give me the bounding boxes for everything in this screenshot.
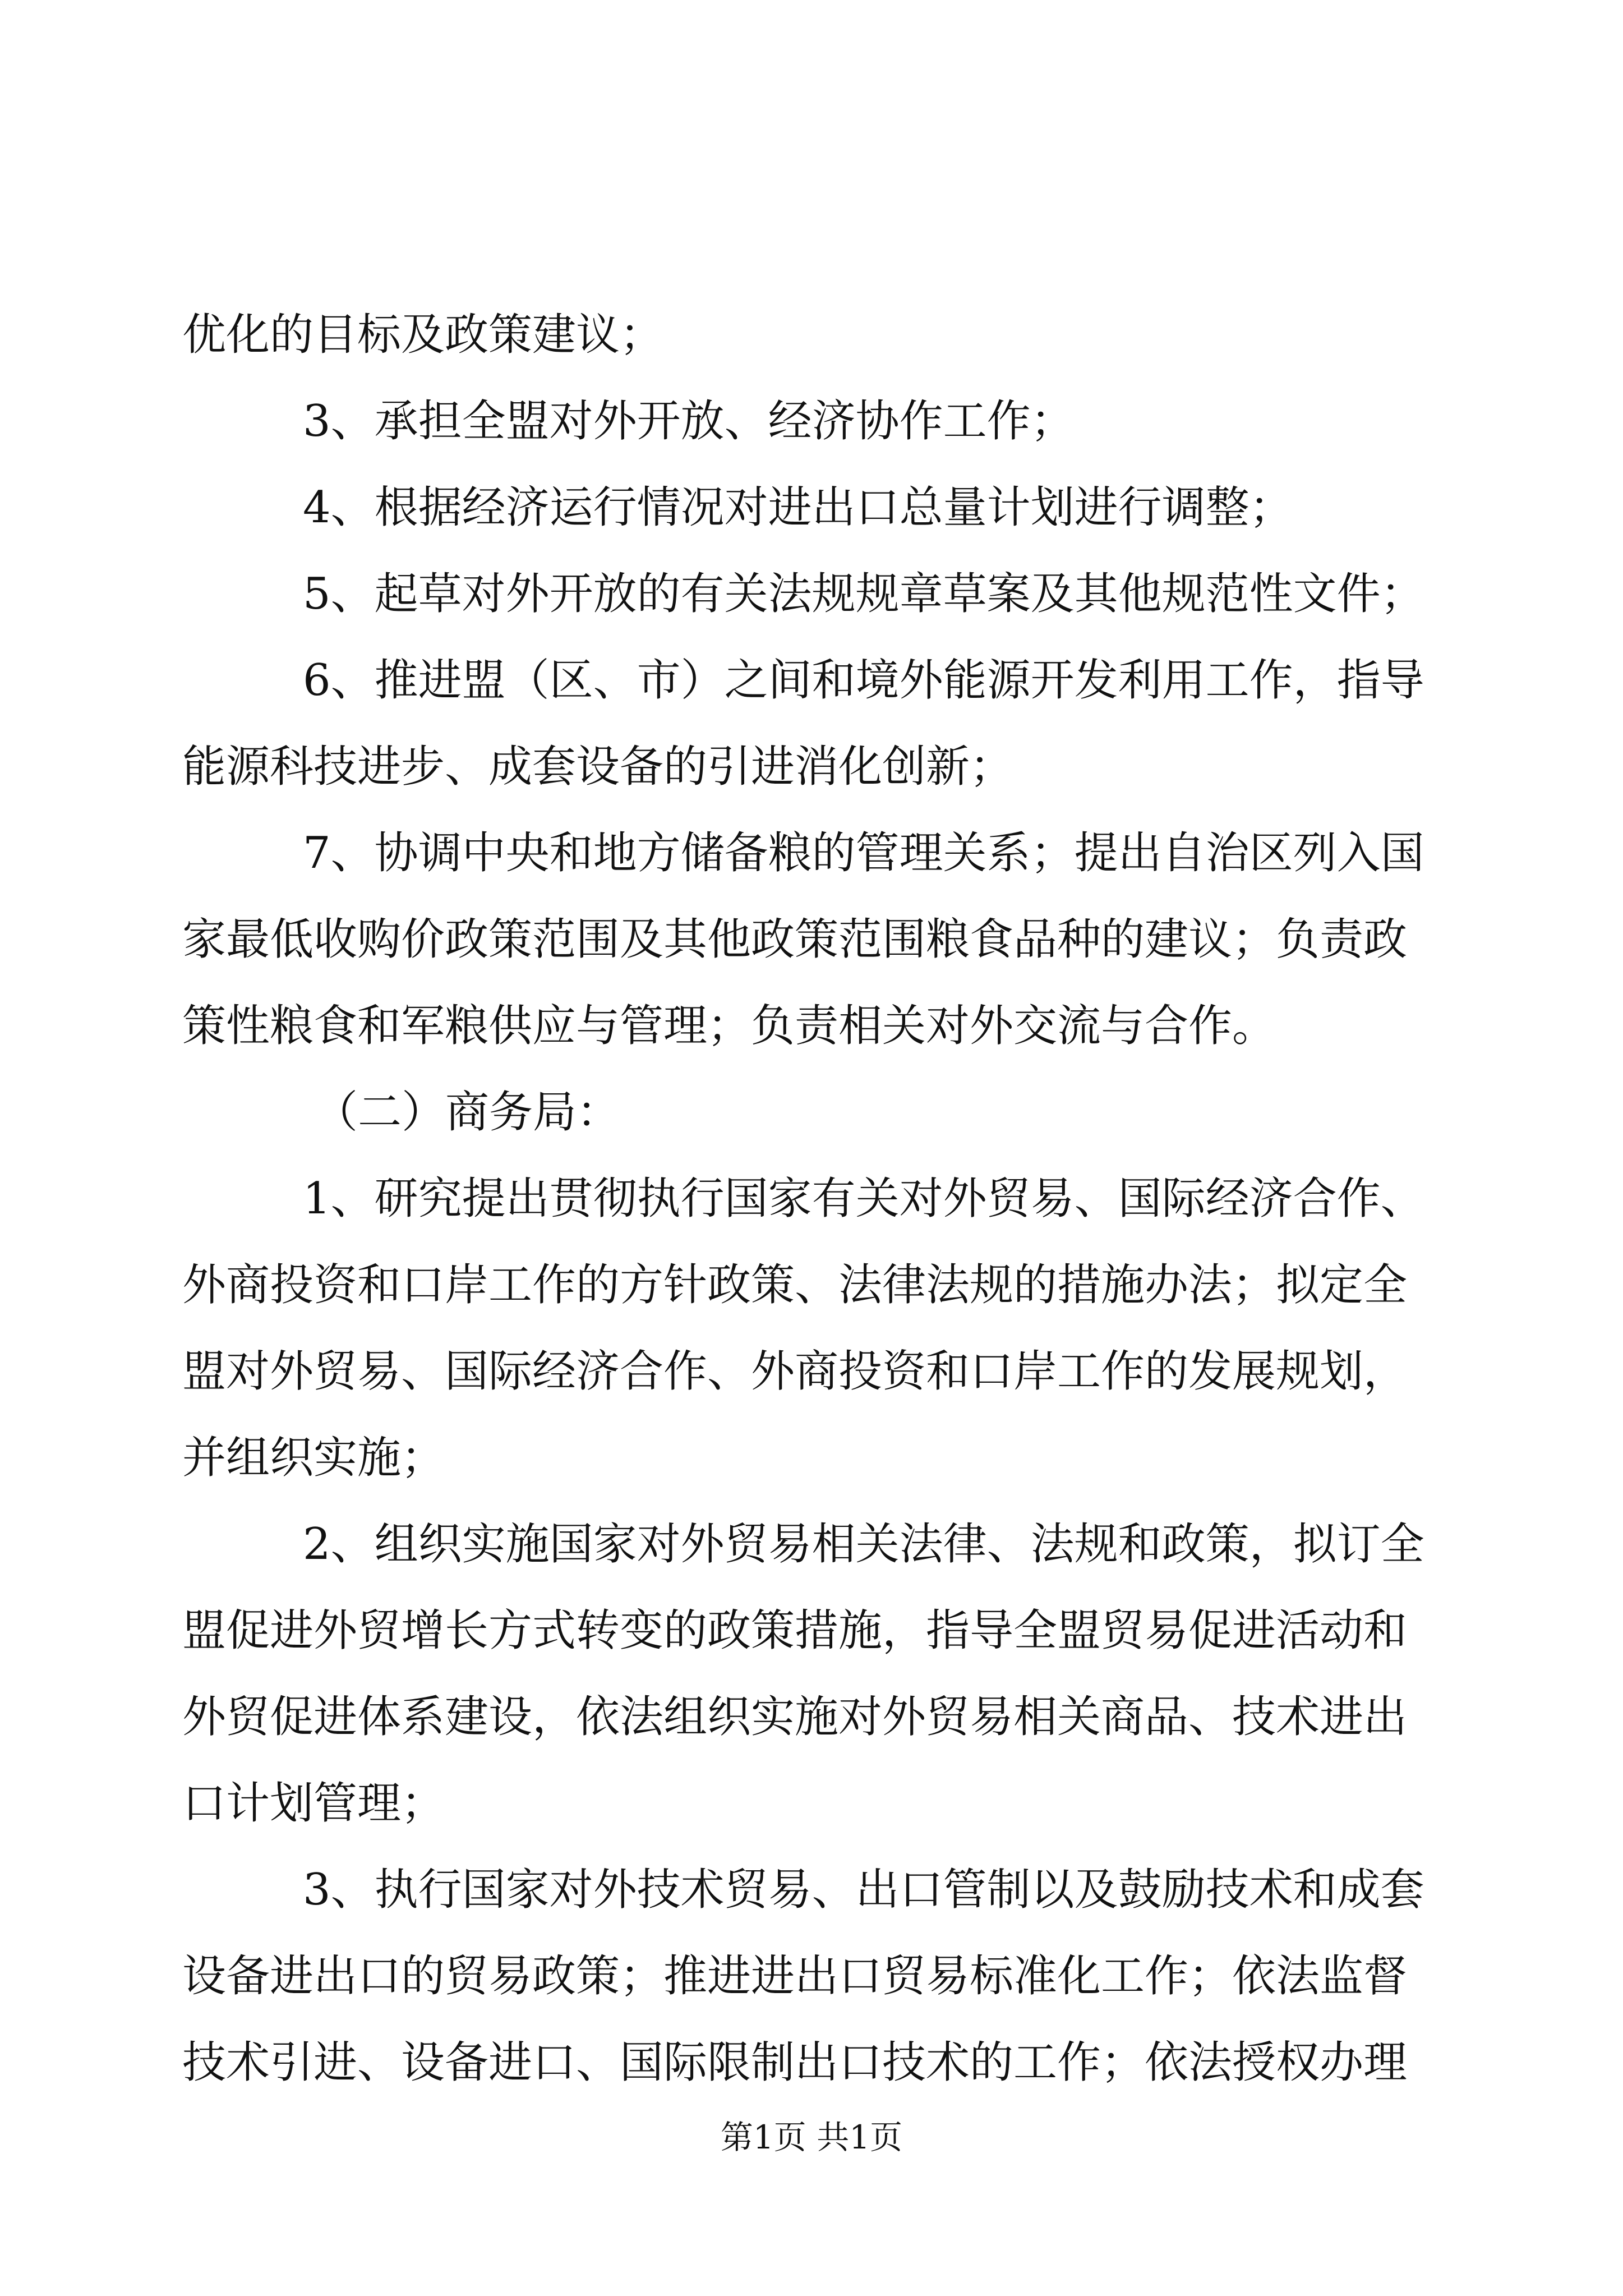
text-line: 外商投资和口岸工作的方针政策、法律法规的措施办法；拟定全	[182, 1260, 1408, 1310]
text-line: 盟促进外贸增长方式转变的政策措施，指导全盟贸易促进活动和	[182, 1605, 1408, 1656]
text-line: 设备进出口的贸易政策；推进进出口贸易标准化工作；依法监督	[182, 1951, 1408, 2001]
text-line: 2、组织实施国家对外贸易相关法律、法规和政策，拟订全	[303, 1519, 1424, 1570]
text-line: 1、研究提出贯彻执行国家有关对外贸易、国际经济合作、	[303, 1174, 1424, 1224]
text-line: 外贸促进体系建设，依法组织实施对外贸易相关商品、技术进出	[182, 1692, 1408, 1742]
text-line: 3、承担全盟对外开放、经济协作工作；	[303, 396, 1075, 447]
text-line: 盟对外贸易、国际经济合作、外商投资和口岸工作的发展规划，	[182, 1346, 1408, 1397]
text-line: 策性粮食和军粮供应与管理；负责相关对外交流与合作。	[182, 1001, 1276, 1051]
text-line: 7、协调中央和地方储备粮的管理关系；提出自治区列入国	[303, 828, 1424, 878]
text-line: 4、根据经济运行情况对进出口总量计划进行调整；	[303, 482, 1293, 533]
text-line: 能源科技进步、成套设备的引进消化创新；	[182, 742, 1014, 792]
text-line: 优化的目标及政策建议；	[182, 310, 664, 360]
text-line: 3、执行国家对外技术贸易、出口管制以及鼓励技术和成套	[303, 1865, 1424, 1915]
page-footer: 第1页 共1页	[720, 2118, 903, 2156]
section-heading: （二）商务局：	[314, 1087, 621, 1138]
text-line: 5、起草对外开放的有关法规规章草案及其他规范性文件；	[303, 569, 1424, 619]
text-line: 家最低收购价政策范围及其他政策范围粮食品种的建议；负责政	[182, 914, 1408, 965]
text-line: 口计划管理；	[182, 1778, 445, 1829]
text-line: 6、推进盟（区、市）之间和境外能源开发利用工作，指导	[303, 655, 1424, 706]
text-line: 技术引进、设备进口、国际限制出口技术的工作；依法授权办理	[182, 2037, 1408, 2088]
text-line: 并组织实施；	[182, 1433, 445, 1483]
